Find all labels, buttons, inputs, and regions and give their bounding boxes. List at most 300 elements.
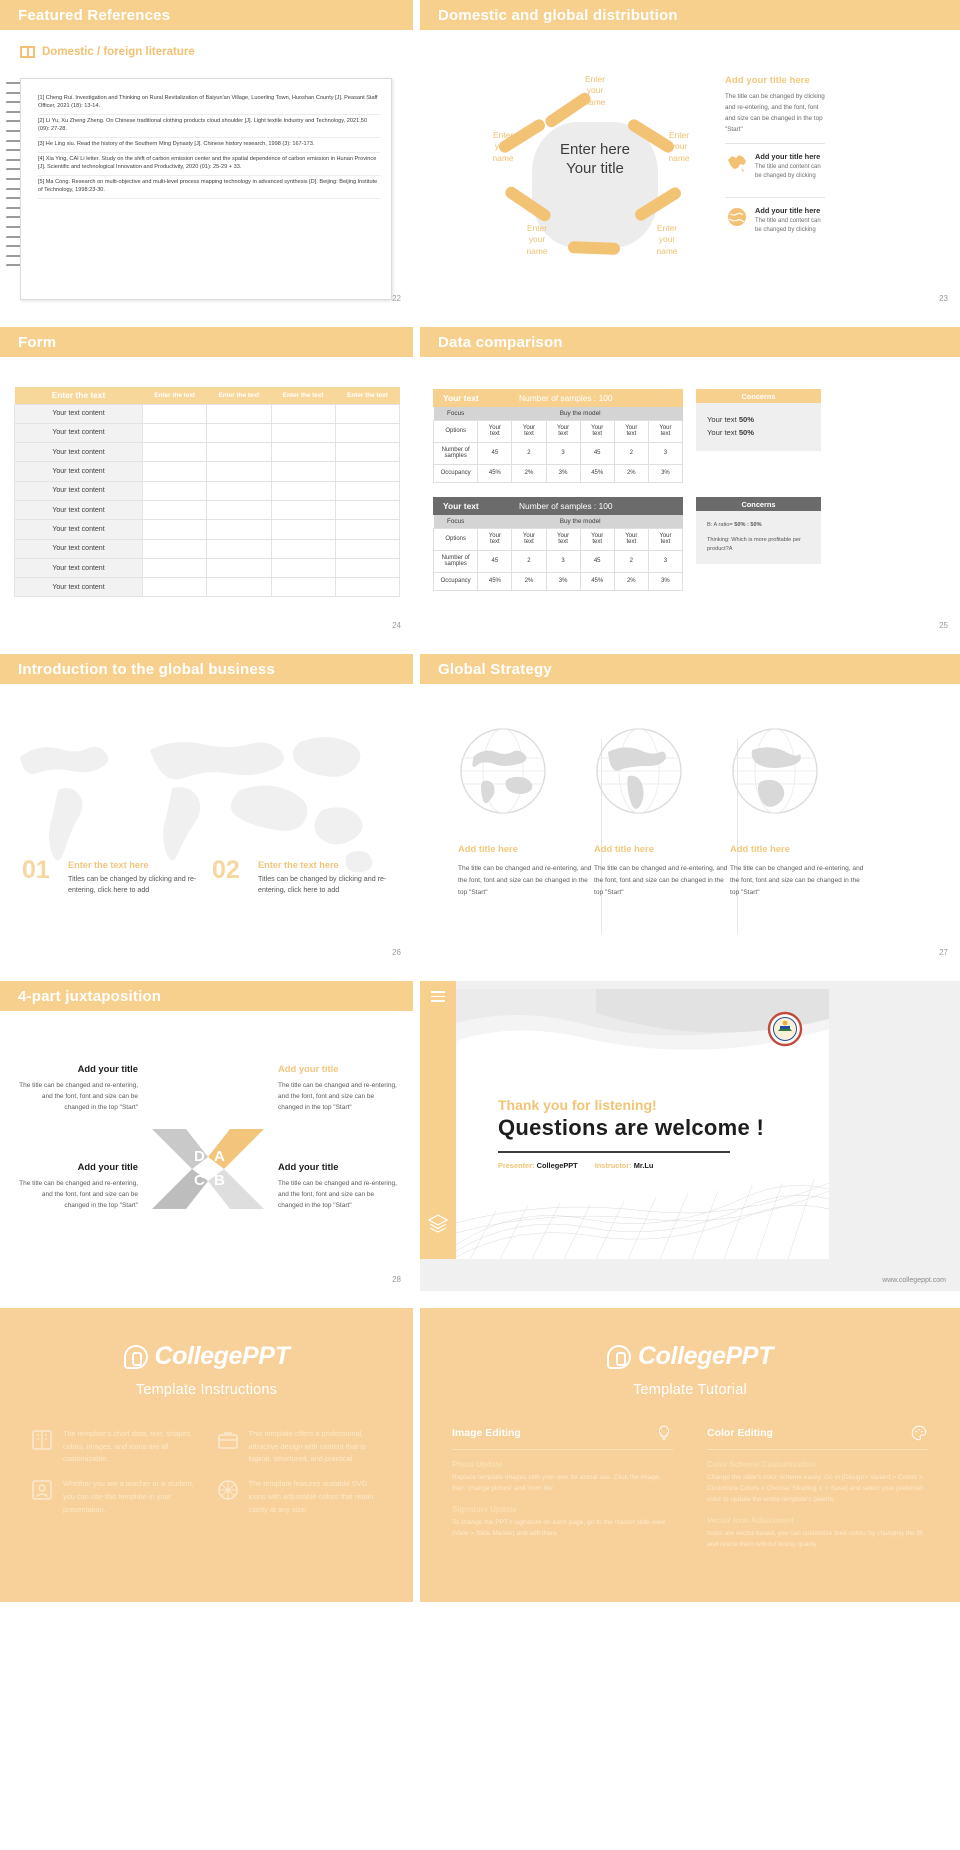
- concerns-card: [696, 497, 821, 564]
- block-header: [433, 389, 683, 407]
- section-title: Photo Update: [452, 1460, 503, 1469]
- section-title: Signature Update: [452, 1504, 517, 1514]
- quadrant: [16, 1161, 138, 1212]
- svg-text:D: D: [194, 1148, 205, 1165]
- instruction-cell: [216, 1478, 384, 1516]
- column-heading: Add title here: [594, 843, 654, 854]
- page-number: 24: [392, 621, 401, 630]
- globe-icon: [458, 726, 548, 816]
- table-cell: [143, 578, 207, 597]
- palette-icon: [910, 1424, 928, 1442]
- table-cell: [207, 578, 271, 597]
- slide-body: [420, 30, 960, 310]
- row-label: Options: [434, 420, 478, 442]
- card-body: [696, 403, 821, 451]
- table-cell: 3: [648, 550, 682, 572]
- table-cell: Your text: [614, 528, 648, 550]
- block-header-right: Number of samples : 100: [519, 393, 613, 403]
- table-cell: [143, 500, 207, 519]
- ring-label: Enter your name: [584, 74, 606, 107]
- table-row: [15, 404, 400, 423]
- table-cell: [143, 404, 207, 423]
- presenter-value: CollegePPT: [536, 1160, 578, 1170]
- focus-value: Buy the model: [478, 407, 683, 420]
- column-header: [452, 1424, 673, 1442]
- slide-title-bar: [420, 0, 960, 30]
- page-title: 4-part juxtaposition: [18, 987, 162, 1005]
- instruction-cell: [216, 1428, 384, 1466]
- thank-you-card: [456, 989, 829, 1259]
- tutorial-columns: [420, 1398, 960, 1561]
- table-row: [434, 515, 683, 528]
- collegeppt-logo-icon: [124, 1345, 148, 1369]
- divider: [707, 1449, 928, 1450]
- presenter-label: Presenter:: [498, 1160, 535, 1170]
- table-row: [434, 442, 683, 464]
- table-cell: [271, 578, 335, 597]
- card-line: Your text 50%: [707, 415, 755, 424]
- table-cell: [335, 558, 399, 577]
- column-header: [707, 1424, 928, 1442]
- table-cell: 3: [546, 442, 580, 464]
- table-cell: [335, 481, 399, 500]
- row-label: Options: [434, 528, 478, 550]
- table-cell: [143, 539, 207, 558]
- row-label: Your text content: [15, 500, 143, 519]
- table-cell: [271, 539, 335, 558]
- row-label: Your text content: [15, 520, 143, 539]
- china-map-icon: [725, 152, 749, 174]
- slide-title-bar: [420, 327, 960, 357]
- table-cell: 45%: [478, 572, 512, 590]
- page-number: 27: [939, 948, 948, 957]
- strategy-column: [730, 726, 865, 900]
- focus-value: Buy the model: [478, 515, 683, 528]
- column-header: Enter the text: [15, 387, 143, 404]
- website-url: www.collegeppt.com: [882, 1277, 946, 1284]
- divider: [498, 1151, 730, 1153]
- table-cell: Your text: [546, 420, 580, 442]
- list-item[interactable]: [725, 197, 825, 243]
- instruction-text: This template offers a professional, attractive design with content that is logical, structured, and practical.: [248, 1429, 366, 1464]
- slide-title-bar: [0, 0, 413, 30]
- block-header-left: Your text: [443, 393, 479, 403]
- row-label: Your text content: [15, 462, 143, 481]
- table-cell: [207, 443, 271, 462]
- table-cell: [335, 462, 399, 481]
- quadrant-heading: Add your title: [278, 1063, 339, 1074]
- section-label: Domestic / foreign literature: [42, 46, 195, 58]
- basketball-icon: [216, 1478, 240, 1502]
- slide-introduction-global-business[interactable]: [0, 654, 413, 964]
- slide-featured-references[interactable]: [0, 0, 413, 310]
- ring-label: Enter your name: [492, 130, 514, 163]
- slide-body: [420, 357, 960, 637]
- table-cell: 45: [478, 550, 512, 572]
- table-cell: [207, 520, 271, 539]
- column-header: Enter the text: [335, 387, 399, 404]
- slide-title-bar: [420, 654, 960, 684]
- page-number: 23: [939, 294, 948, 303]
- slide-title-bar: [0, 327, 413, 357]
- bulb-icon: [655, 1424, 673, 1442]
- item-body: Titles can be changed by clicking and re-entering, click here to add: [258, 875, 387, 895]
- row-label: Number of samples: [434, 442, 478, 464]
- center-line-1: Enter here: [559, 141, 631, 158]
- list-item: [4] Xia Ying, CAI Li letter. Study on the shift of carbon emission center and the spatial dependence of carbon emission in Hunan Province [J]. Scientific and technological Innovation and Productivity, 2020 (01): 25-29 + 33.: [38, 153, 380, 176]
- slide-form[interactable]: [0, 327, 413, 637]
- ring-label: Enter your name: [526, 223, 548, 256]
- brand-logo: [0, 1308, 413, 1371]
- x-diagram-icon: [146, 1123, 270, 1215]
- table-cell: 3%: [546, 464, 580, 482]
- slide-body: [0, 30, 413, 310]
- instruction-cell: [30, 1428, 198, 1466]
- page-title: Form: [18, 333, 57, 351]
- form-table: [14, 387, 400, 597]
- svg-text:C: C: [194, 1172, 205, 1189]
- table-cell: [271, 481, 335, 500]
- table-cell: [143, 520, 207, 539]
- column-header: Enter the text: [207, 387, 271, 404]
- column-header: Enter the text: [271, 387, 335, 404]
- slide-data-comparison[interactable]: [420, 327, 960, 637]
- item-title: Add your title here: [755, 152, 821, 162]
- svg-text:A: A: [214, 1148, 225, 1165]
- table-cell: [207, 404, 271, 423]
- section-text: Icons are vector-based, you can customize their colors by changing the fill and resize them without losing quality.: [707, 1529, 923, 1548]
- divider: [452, 1449, 673, 1450]
- quadrant-text: The title can be changed and re-entering, and the font, font and size can be changed in the top "Start": [278, 1180, 397, 1210]
- instruction-text: The template's chart data, text, shapes, colors, images, and icons are all customizable.: [63, 1429, 193, 1464]
- page-title: Global Strategy: [438, 660, 552, 678]
- table-cell: [207, 423, 271, 442]
- table-cell: [335, 578, 399, 597]
- table-cell: [143, 423, 207, 442]
- thank-you-canvas: [420, 981, 960, 1291]
- ring-segment: [568, 241, 620, 255]
- table-cell: 3: [546, 550, 580, 572]
- row-label: Your text content: [15, 443, 143, 462]
- column-text: The title can be changed and re-entering, and the font, font and size can be changed in the top "Start": [458, 865, 592, 897]
- instruction-text: The template features scalable SVG icons with adjustable colors that retain clarity at any size.: [248, 1479, 374, 1514]
- page-number: 26: [392, 948, 401, 957]
- table-cell: 2: [512, 550, 546, 572]
- book-icon: [20, 46, 35, 58]
- row-label: Occupancy: [434, 572, 478, 590]
- table-cell: [207, 500, 271, 519]
- table-cell: 2%: [614, 464, 648, 482]
- ring-label: Enter your name: [656, 223, 678, 256]
- table-cell: 3%: [648, 572, 682, 590]
- center-line-2: Your title: [566, 160, 624, 178]
- thank-you-subtitle: Thank you for listening!: [498, 1097, 657, 1113]
- item-body: Titles can be changed by clicking and re-entering, click here to add: [68, 875, 197, 895]
- collegeppt-logo-icon: [607, 1345, 631, 1369]
- info-panel: [725, 75, 825, 242]
- ring-label: Enter your name: [668, 130, 690, 163]
- row-label: Your text content: [15, 558, 143, 577]
- menu-icon[interactable]: [431, 991, 445, 1005]
- slide-four-part-juxtaposition[interactable]: [0, 981, 413, 1291]
- tutorial-column: [446, 1424, 679, 1561]
- form-table-body: [15, 404, 400, 597]
- row-label: Your text content: [15, 481, 143, 500]
- table-cell: [335, 423, 399, 442]
- table-cell: 45%: [478, 464, 512, 482]
- table-cell: [143, 481, 207, 500]
- book-icon: [30, 1428, 54, 1452]
- table-cell: [335, 500, 399, 519]
- table-cell: 2: [614, 550, 648, 572]
- item-heading: Enter the text here: [258, 860, 339, 870]
- instruction-grid: [0, 1398, 413, 1516]
- row-label: Your text content: [15, 578, 143, 597]
- slide-body: [0, 684, 413, 964]
- item-text-block: [68, 860, 203, 897]
- quadrant-heading: Add your title: [77, 1161, 138, 1172]
- table-row: [15, 539, 400, 558]
- page-number: 22: [392, 294, 401, 303]
- item-title: Add your title here: [755, 205, 821, 215]
- table-row: [434, 572, 683, 590]
- quadrant: [278, 1063, 400, 1114]
- row-label: Your text content: [15, 404, 143, 423]
- table-cell: 45%: [580, 572, 614, 590]
- instruction-cell: [30, 1478, 198, 1516]
- item-text-block: [258, 860, 393, 897]
- brand-logo: [420, 1308, 960, 1371]
- table-row: [15, 578, 400, 597]
- table-cell: [143, 558, 207, 577]
- table-cell: 3%: [648, 464, 682, 482]
- strategy-column: [458, 726, 593, 900]
- tutorial-column: [701, 1424, 934, 1561]
- section-text: To change the PPT's signature on each page, go to the master slide view (View > Slide Master) and edit there.: [452, 1518, 666, 1537]
- list-item[interactable]: [725, 143, 825, 189]
- table-row: [15, 423, 400, 442]
- data-block: [433, 389, 683, 483]
- page-title: Introduction to the global business: [18, 660, 275, 678]
- table-cell: 2%: [614, 572, 648, 590]
- table-cell: 45: [580, 442, 614, 464]
- table-row: [15, 481, 400, 500]
- table-cell: [207, 462, 271, 481]
- layers-icon: [428, 1213, 448, 1233]
- page-title: Domestic and global distribution: [438, 6, 678, 24]
- cycle-diagram: [480, 74, 710, 293]
- table-cell: 45: [580, 550, 614, 572]
- presenter-meta: [498, 1161, 764, 1170]
- item-text: The title and content can be changed by clicking: [755, 164, 821, 180]
- table-cell: [335, 539, 399, 558]
- table-header-row: [15, 387, 400, 404]
- card-heading: Concerns: [696, 497, 821, 511]
- card-ratio: B: A ratio= 50% : 50%: [707, 522, 762, 528]
- panel-heading: Add your title here: [725, 75, 810, 86]
- table-cell: 3%: [546, 572, 580, 590]
- item-number: 02: [212, 856, 240, 884]
- table-row: [434, 420, 683, 442]
- brand-name: CollegePPT: [638, 1342, 773, 1370]
- panel-subtitle: Template Instructions: [135, 1382, 278, 1398]
- table-cell: [143, 443, 207, 462]
- instructor-value: Mr.Lu: [633, 1160, 654, 1170]
- quadrant-heading: Add your title: [278, 1161, 339, 1172]
- table-row: [434, 464, 683, 482]
- column-heading: Add title here: [730, 843, 790, 854]
- panel-subtitle: Template Tutorial: [633, 1382, 747, 1398]
- page-title: Data comparison: [438, 333, 563, 351]
- list-item: [1] Cheng Rui. Investigation and Thinking on Rural Revitalization of Baiyun'an Village, Luoerling Town, Huoshan County [J]. Peasant Staff Officer, 2021 (18): 13-14.: [38, 92, 380, 115]
- table-row: [15, 462, 400, 481]
- slide-title-bar: [0, 981, 413, 1011]
- table-cell: 45%: [580, 464, 614, 482]
- panel-template-tutorial: [420, 1308, 960, 1602]
- table-cell: [271, 404, 335, 423]
- slide-title-bar: [0, 654, 413, 684]
- table-row: [434, 528, 683, 550]
- item-number: 01: [22, 856, 50, 884]
- table-row: [434, 550, 683, 572]
- row-label: Your text content: [15, 423, 143, 442]
- table-cell: Your text: [512, 528, 546, 550]
- reference-list: [38, 92, 380, 199]
- table-row: [15, 500, 400, 519]
- concerns-card: [696, 389, 821, 451]
- instruction-text: Whether you are a teacher or a student, you can use this template in your presentation.: [63, 1479, 194, 1514]
- table-row: [15, 558, 400, 577]
- list-item: [3] He Ling xiu. Read the history of the Southern Ming Dynasty [J]. Chinese history research, 1998 (3): 167-173.: [38, 138, 380, 153]
- section-text: Change the slide's color scheme easily. Go to [Design> Variant > Colors > Customize Colors > Choose 'Shading 1' > Save] and select your preferred color to update the entire template's palette.: [707, 1474, 923, 1503]
- table-cell: [143, 462, 207, 481]
- brand-name: CollegePPT: [154, 1342, 290, 1370]
- table-cell: Your text: [478, 528, 512, 550]
- card-heading: Concerns: [696, 389, 821, 403]
- quadrant: [278, 1161, 400, 1212]
- table-cell: [271, 520, 335, 539]
- panel-template-instructions: [0, 1308, 413, 1602]
- list-item: [2] Li Yu, Xu Zheng Zheng. On Chinese traditional clothing products cloud shoulder [J]. Light textile Industry and Technology, 2021,50 (09): 27-28.: [38, 115, 380, 138]
- quadrant: [16, 1063, 138, 1114]
- card-body: [696, 511, 821, 564]
- table-row: [434, 407, 683, 420]
- table-cell: Your text: [580, 528, 614, 550]
- table-cell: [207, 539, 271, 558]
- table-cell: [271, 462, 335, 481]
- table-cell: [207, 481, 271, 500]
- table-cell: 2%: [512, 572, 546, 590]
- block-header: [433, 497, 683, 515]
- card-line: Your text 50%: [707, 428, 755, 438]
- table-cell: [271, 500, 335, 519]
- table-cell: 2: [614, 442, 648, 464]
- row-label: Occupancy: [434, 464, 478, 482]
- table-cell: 45: [478, 442, 512, 464]
- slide-body: [0, 1011, 413, 1291]
- quadrant-heading: Add your title: [77, 1063, 138, 1074]
- section-text: Replace template images with your own for actual use. Click the image, then 'change picture' and 'from file'.: [452, 1474, 661, 1492]
- column-heading: Image Editing: [452, 1427, 521, 1439]
- table-cell: 2: [512, 442, 546, 464]
- page-number: 28: [392, 1275, 401, 1284]
- table-cell: [271, 423, 335, 442]
- item-heading: Enter the text here: [68, 860, 149, 870]
- focus-label: Focus: [434, 515, 478, 528]
- sidebar-accent: [420, 981, 456, 1259]
- table-row: [15, 443, 400, 462]
- quadrant-text: The title can be changed and re-entering, and the font, font and size can be changed in the top "Start": [19, 1180, 138, 1210]
- comparison-table: [433, 515, 683, 591]
- block-header-left: Your text: [443, 501, 479, 511]
- panel-paragraph: The title can be changed by clicking and re-entering, and the font, font and size can be changed in the top "Start": [725, 93, 825, 134]
- thank-you-text: [498, 1097, 764, 1170]
- section-heading: [0, 30, 413, 58]
- page-number: 25: [939, 621, 948, 630]
- table-cell: Your text: [512, 420, 546, 442]
- table-cell: Your text: [648, 528, 682, 550]
- table-cell: Your text: [648, 420, 682, 442]
- comparison-table: [433, 407, 683, 483]
- column-heading: Color Editing: [707, 1427, 773, 1439]
- column-heading: Add title here: [458, 843, 518, 854]
- row-label: Number of samples: [434, 550, 478, 572]
- slide-body: [420, 684, 960, 964]
- table-cell: 2%: [512, 464, 546, 482]
- thank-you-headline: Questions are welcome !: [498, 1115, 765, 1140]
- quadrant-text: The title can be changed and re-entering, and the font, font and size can be changed in the top "Start": [19, 1082, 138, 1112]
- table-cell: [335, 404, 399, 423]
- globe-icon: [594, 726, 684, 816]
- table-cell: [271, 443, 335, 462]
- table-cell: [335, 443, 399, 462]
- quadrant-text: The title can be changed and re-entering, and the font, font and size can be changed in the top "Start": [278, 1082, 397, 1112]
- strategy-column: [594, 726, 729, 900]
- user-icon: [30, 1478, 54, 1502]
- university-seal-icon: [767, 1011, 803, 1047]
- table-cell: 3: [648, 442, 682, 464]
- column-header: Enter the text: [143, 387, 207, 404]
- data-block: [433, 497, 683, 591]
- slide-global-strategy[interactable]: [420, 654, 960, 964]
- slide-body: [0, 357, 413, 637]
- table-row: [15, 520, 400, 539]
- page-title: Featured References: [18, 6, 171, 24]
- section-title: Vector Icon Adjustment: [707, 1515, 794, 1525]
- globe-icon: [730, 726, 820, 816]
- card-note: Thinking: Which is more profitable per product?A: [707, 536, 801, 552]
- slide-domestic-global-distribution[interactable]: [420, 0, 960, 310]
- table-cell: [335, 520, 399, 539]
- list-item: [5] Ma Cong. Research on multi-objective and multi-level process mapping technology in advanced synthesis [D]. Beijing: Beijing Institute of Technology, 1998:23-30.: [38, 176, 380, 199]
- instructor-label: Instructor:: [594, 1160, 632, 1170]
- column-text: The title can be changed and re-entering, and the font, font and size can be changed in the top "Start": [594, 865, 728, 897]
- table-cell: Your text: [614, 420, 648, 442]
- table-cell: Your text: [478, 420, 512, 442]
- item-text: The title and content can be changed by clicking: [755, 217, 821, 233]
- svg-text:B: B: [214, 1172, 225, 1189]
- focus-label: Focus: [434, 407, 478, 420]
- section-title: Color Scheme Customization: [707, 1460, 816, 1469]
- table-cell: [207, 558, 271, 577]
- table-cell: [271, 558, 335, 577]
- slide-thank-you[interactable]: [420, 981, 960, 1291]
- row-label: Your text content: [15, 539, 143, 558]
- briefcase-icon: [216, 1428, 240, 1452]
- column-text: The title can be changed and re-entering, and the font, font and size can be changed in the top "Start": [730, 865, 864, 897]
- table-cell: Your text: [580, 420, 614, 442]
- table-cell: Your text: [546, 528, 580, 550]
